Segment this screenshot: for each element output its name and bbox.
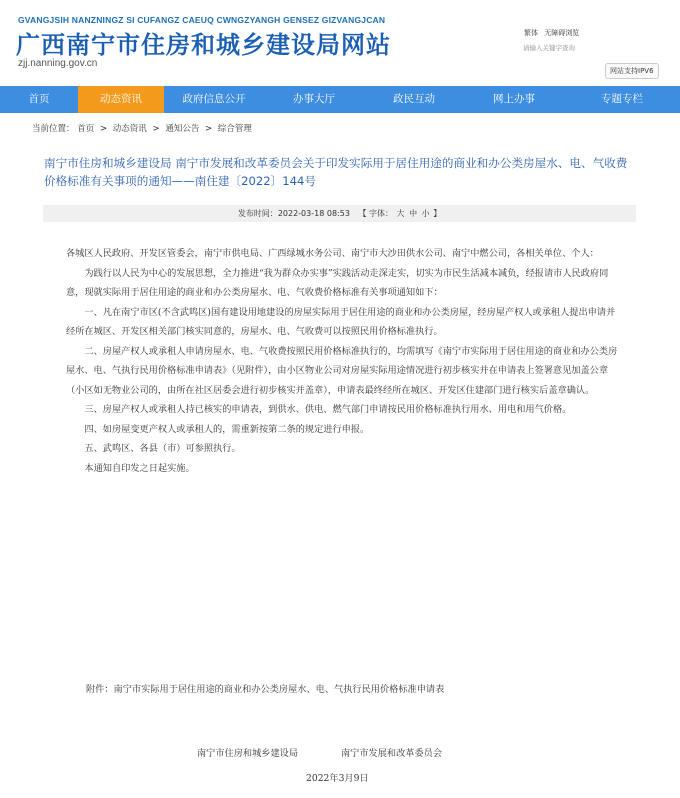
article-salutation: 各城区人民政府、开发区管委会，南宁市供电局、广西绿城水务公司、南宁市大沙田供水公司、南宁中燃公司，各相关单位、个人： xyxy=(66,248,599,259)
breadcrumb xyxy=(32,122,252,134)
document-date: 2022年3月9日 xyxy=(306,773,369,784)
breadcrumb-separator: > xyxy=(152,124,160,134)
font-size-small-button[interactable]: 小 xyxy=(421,209,430,218)
traditional-chinese-link[interactable]: 繁体 xyxy=(524,29,538,37)
article-title: 南宁市住房和城乡建设局 南宁市发展和改革委员会关于印发实际用于居住用途的商业和办公类房屋水、电、气收费价格标准有关事项的通知——南住建〔2022〕144号 xyxy=(44,156,628,188)
font-size-label: 【 字体： xyxy=(358,209,393,218)
article-meta-bar xyxy=(43,205,636,222)
signature-development-commission: 南宁市发展和改革委员会 xyxy=(340,748,443,759)
nav-item-home[interactable]: 首页 xyxy=(28,93,50,105)
article-paragraph: 本通知自印发之日起实施。 xyxy=(84,462,195,474)
attachment-link[interactable]: 附件：南宁市实际用于居住用途的商业和办公类房屋水、电、气执行民用价格标准申请表 xyxy=(86,684,445,695)
article-paragraph: 一、凡在南宁市区(不含武鸣区)国有建设用地建设的房屋实际用于居住用途的商业和办公类房屋，经房屋产权人或承租人提出申请并经所在城区、开发区相关部门核实同意的，房屋水、电、气收费可以按照民用价格标准执行。 xyxy=(66,306,616,337)
site-header xyxy=(0,0,680,84)
signature-block xyxy=(197,745,442,759)
font-size-bracket: 】 xyxy=(433,209,442,218)
signature-housing-bureau: 南宁市住房和城乡建设局 xyxy=(197,748,299,759)
breadcrumb-news[interactable]: 动态资讯 xyxy=(112,124,147,134)
site-logo-title[interactable]: 广西南宁市住房和城乡建设局网站 xyxy=(16,31,391,59)
font-size-medium-button[interactable]: 中 xyxy=(409,209,418,218)
accessible-browse-link[interactable]: 无障碍浏览 xyxy=(544,29,580,37)
nav-item-news[interactable]: 动态资讯 xyxy=(78,86,164,113)
nav-item-interaction[interactable]: 政民互动 xyxy=(393,93,435,105)
article-paragraph: 为践行以人民为中心的发展思想，全力推进“我为群众办实事”实践活动走深走实，切实为市民生活减本减负，经报请市人民政府同意，现就实际用于居住用途的商业和办公类房屋水、电、气收费价格标准有关事项通知如下： xyxy=(66,267,609,298)
nav-item-special-topics[interactable]: 专题专栏 xyxy=(601,93,643,105)
font-size-large-button[interactable]: 大 xyxy=(396,209,405,218)
article-paragraph: 五、武鸣区、各县（市）可参照执行。 xyxy=(84,443,241,454)
breadcrumb-home[interactable]: 首页 xyxy=(77,124,95,134)
main-nav xyxy=(0,86,680,113)
top-links xyxy=(524,28,583,38)
site-pinyin-title: GVANGJSIH NANZNINGZ SI CUFANGZ CAEUQ CWNGZYANGH GENSEZ GIZVANGJCAN xyxy=(18,15,386,25)
site-domain: zjj.nanning.gov.cn xyxy=(18,58,98,69)
breadcrumb-separator: > xyxy=(205,124,213,134)
article-paragraph: 四、如房屋变更产权人或承租人的，需重新按第二条的规定进行申报。 xyxy=(84,423,370,435)
nav-item-gov-info[interactable]: 政府信息公开 xyxy=(182,93,246,105)
breadcrumb-separator: > xyxy=(99,124,108,134)
article-paragraph: 二、房屋产权人或承租人申请房屋水、电、气收费按照民用价格标准执行的，均需填写《南宁市实际用于居住用途的商业和办公类房屋水、电、气执行民用价格标准申请表》（见附件），由小区物业公司对房屋实际用途情况进行初步核实并在申请表上签署意见加盖公章（小区如无物业公司的，由所在社区居委会进行初步核实并盖章），申请表最终经所在城区、开发区住建部门进行核实后盖章确认。 xyxy=(66,345,618,396)
search-input[interactable]: 请输入关键字查询 xyxy=(523,44,575,52)
ipv6-badge: 网站支持IPV6 xyxy=(605,63,659,79)
article-paragraph: 三、房屋产权人或承租人持已核实的申请表，到供水、供电、燃气部门申请按民用价格标准执行用水、用电和用气价格。 xyxy=(84,404,572,415)
breadcrumb-general[interactable]: 综合管理 xyxy=(217,124,252,134)
breadcrumb-prefix: 当前位置： xyxy=(32,124,75,134)
publish-time-label: 发布时间： xyxy=(237,209,278,218)
publish-time: 2022-03-18 08:53 xyxy=(277,209,350,218)
article-body xyxy=(66,244,622,478)
nav-item-service-hall[interactable]: 办事大厅 xyxy=(293,93,335,105)
nav-item-online-service[interactable]: 网上办事 xyxy=(493,93,535,105)
breadcrumb-notices[interactable]: 通知公告 xyxy=(165,124,200,134)
